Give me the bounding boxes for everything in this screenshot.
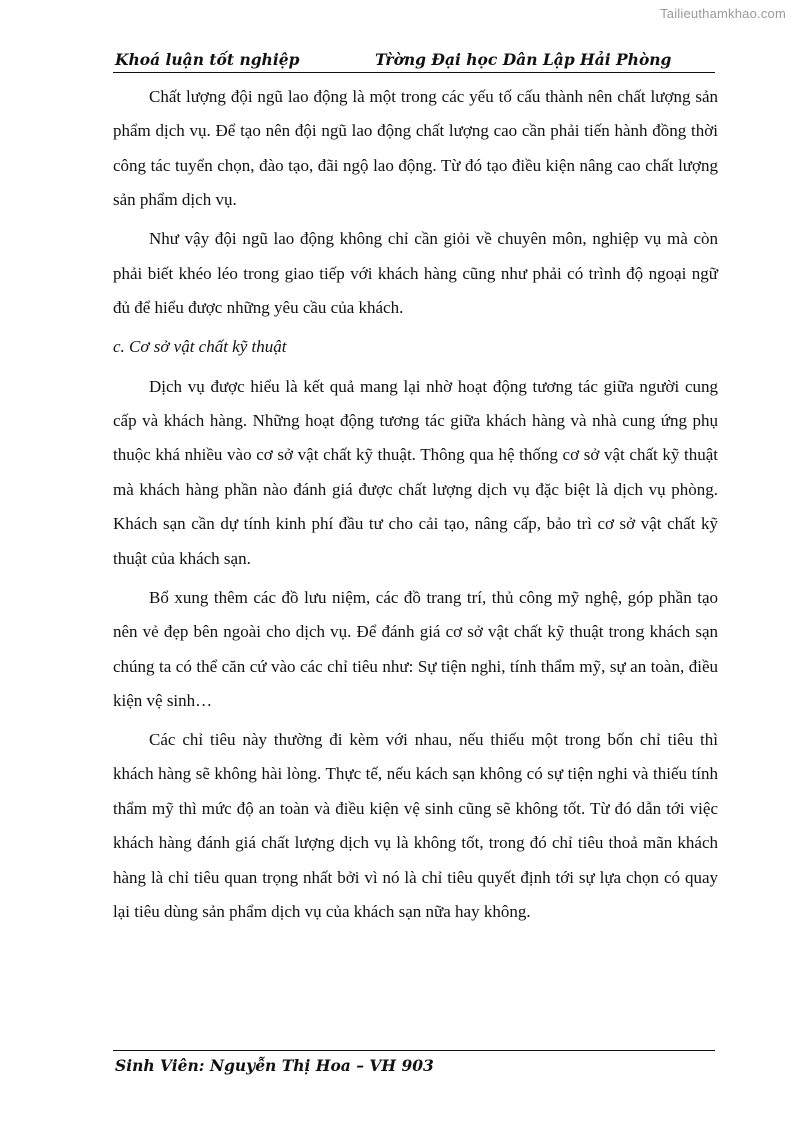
footer-divider [113,1050,715,1051]
section-heading: c. Cơ sở vật chất kỹ thuật [113,337,287,357]
document-body [113,80,718,930]
header-thesis-title: Khoá luận tốt nghiệp [115,50,300,69]
paragraph: Bổ xung thêm các đồ lưu niệm, các đồ trang trí, thủ công mỹ nghệ, góp phần tạo nên vẻ đẹp bên ngoài cho dịch vụ. Để đánh giá cơ sở vật chất kỹ thuật trong khách sạn chúng ta có thể căn cứ vào các chỉ tiêu như: Sự tiện nghi, tính thẩm mỹ, sự an toàn, điều kiện vệ sinh… [113,587,718,710]
paragraph: Các chỉ tiêu này thường đi kèm với nhau, nếu thiếu một trong bốn chỉ tiêu thì khách hàng sẽ không hài lòng. Thực tế, nếu kách sạn không có sự tiện nghi và thiếu tính thẩm mỹ thì mức độ an toàn và điều kiện vệ sinh cũng sẽ không tốt. Từ đó dẫn tới việc khách hàng đánh giá chất lượng dịch vụ là không tốt, trong đó chỉ tiêu thoả mãn khách hàng là chỉ tiêu quan trọng nhất bởi vì nó là chỉ tiêu quyết định tới sự lựa chọn có quay lại tiêu dùng sản phẩm dịch vụ của khách sạn nữa hay không. [113,730,718,922]
header-divider [113,72,715,73]
paragraph: Dịch vụ được hiểu là kết quả mang lại nhờ hoạt động tương tác giữa người cung cấp và khách hàng. Những hoạt động tương tác giữa khách hàng và nhà cung ứng phụ thuộc khá nhiều vào cơ sở vật chất kỹ thuật. Thông qua hệ thống cơ sở vật chất kỹ thuật mà khách hàng phần nào đánh giá được chất lượng dịch vụ đặc biệt là dịch vụ phòng. Khách sạn cần dự tính kinh phí đầu tư cho cải tạo, nâng cấp, bảo trì cơ sở vật chất kỹ thuật của khách sạn. [113,376,718,568]
watermark-text: Tailieuthamkhao.com [660,6,786,21]
paragraph: Như vậy đội ngũ lao động không chỉ cần giỏi về chuyên môn, nghiệp vụ mà còn phải biết khéo léo trong giao tiếp với khách hàng cũng như phải có trình độ ngoại ngữ đủ để hiểu được những yêu cầu của khách. [113,229,718,318]
paragraph: Chất lượng đội ngũ lao động là một trong các yếu tố cấu thành nên chất lượng sản phẩm dịch vụ. Để tạo nên đội ngũ lao động chất lượng cao cần phải tiến hành đồng thời công tác tuyển chọn, đào tạo, đãi ngộ lao động. Từ đó tạo điều kiện nâng cao chất lượng sản phẩm dịch vụ. [113,87,718,210]
page-footer: Sinh Viên: Nguyễn Thị Hoa – VH 903 [115,1056,434,1075]
page-header [113,48,715,72]
header-university-name: Tr̀ờng Đại học Dân Lập Hải Phòng [375,50,672,69]
